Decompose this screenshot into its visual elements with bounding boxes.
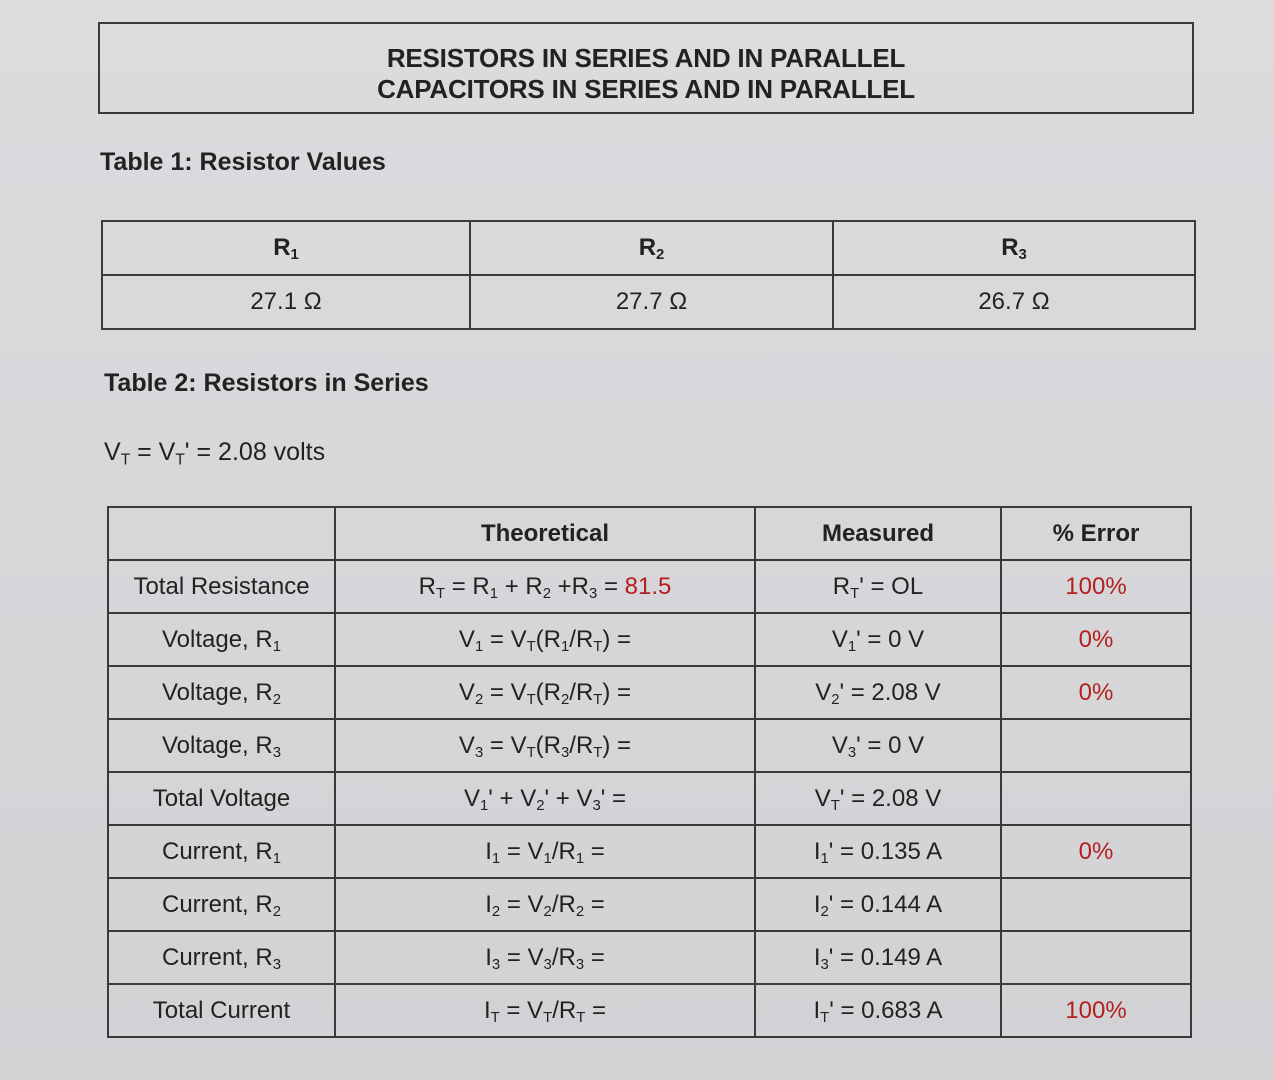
measured-cell: $I_1' = 0.135$ A [755, 825, 1001, 878]
row-label: Voltage, $R_3$ [108, 719, 335, 772]
measured-cell: $V_2' = 2.08$ V [755, 666, 1001, 719]
measured-cell: $V_T' = 2.08$ V [755, 772, 1001, 825]
table-row [108, 984, 1191, 1037]
measured-cell: $R_T'$ = OL [755, 560, 1001, 613]
header-r1: $R_1$ [102, 221, 470, 275]
table2-header-row [108, 507, 1191, 560]
error-cell: 0% [1001, 613, 1191, 666]
theoretical-cell: $V_1 = V_T(R_1/R_T)$ = [335, 613, 755, 666]
row-label: Current, $R_3$ [108, 931, 335, 984]
table1-caption: Table 1: Resistor Values [100, 148, 386, 176]
error-cell [1001, 878, 1191, 931]
title-line-2: CAPACITORS IN SERIES AND IN PARALLEL [377, 74, 915, 104]
theoretical-cell: $I_3 = V_3/R_3$ = [335, 931, 755, 984]
table-row [108, 825, 1191, 878]
header-r2: $R_2$ [470, 221, 833, 275]
theoretical-cell: $R_T = R_1 + R_2 +R_3 = 81.5$ [335, 560, 755, 613]
table-row [108, 878, 1191, 931]
table-row [108, 560, 1191, 613]
theoretical-cell: $I_T = V_T/R_T$ = [335, 984, 755, 1037]
table2-body [108, 560, 1191, 1037]
header-blank [108, 507, 335, 560]
resistor-values-table [101, 220, 1196, 330]
table-row [108, 772, 1191, 825]
row-label: Voltage, $R_2$ [108, 666, 335, 719]
row-label: Voltage, $R_1$ [108, 613, 335, 666]
header-r3: $R_3$ [833, 221, 1195, 275]
resistors-in-series-table [107, 506, 1192, 1038]
error-cell [1001, 772, 1191, 825]
table-row [108, 931, 1191, 984]
table1-header-row [102, 221, 1195, 275]
theoretical-cell: $V_3 = V_T(R_3/R_T)$ = [335, 719, 755, 772]
value-r3: 26.7 Ω [833, 275, 1195, 329]
title-line-1: RESISTORS IN SERIES AND IN PARALLEL [386, 43, 906, 73]
measured-cell: $I_2' = 0.144$ A [755, 878, 1001, 931]
error-cell [1001, 931, 1191, 984]
theoretical-value: 81.5 [624, 572, 672, 600]
theoretical-cell: $V_1' + V_2' + V_3'$ = [335, 772, 755, 825]
measured-cell: $V_1' = 0$ V [755, 613, 1001, 666]
row-label: Total Current [108, 984, 335, 1037]
header-error: % Error [1001, 507, 1191, 560]
error-cell: 0% [1001, 666, 1191, 719]
table-row [108, 613, 1191, 666]
error-cell [1001, 719, 1191, 772]
table2-caption: Table 2: Resistors in Series [104, 369, 429, 397]
row-label: Current, $R_2$ [108, 878, 335, 931]
table-row [108, 719, 1191, 772]
measured-cell: $I_T' = 0.683$ A [755, 984, 1001, 1037]
value-r1: 27.1 Ω [102, 275, 470, 329]
measured-cell: $V_3' = 0$ V [755, 719, 1001, 772]
error-cell: 100% [1001, 984, 1191, 1037]
header-theoretical: Theoretical [335, 507, 755, 560]
measured-cell: $I_3' = 0.149$ A [755, 931, 1001, 984]
table-row [108, 666, 1191, 719]
row-label: Total Resistance [108, 560, 335, 613]
theoretical-cell: $V_2 = V_T(R_2/R_T)$ = [335, 666, 755, 719]
header-measured: Measured [755, 507, 1001, 560]
row-label: Total Voltage [108, 772, 335, 825]
error-cell: 100% [1001, 560, 1191, 613]
theoretical-cell: $I_1 = V_1/R_1$ = [335, 825, 755, 878]
error-cell: 0% [1001, 825, 1191, 878]
row-label: Current, $R_1$ [108, 825, 335, 878]
value-r2: 27.7 Ω [470, 275, 833, 329]
voltage-equation: $V_T = V_T' = 2.08$ volts [104, 438, 326, 469]
table1-value-row [102, 275, 1195, 329]
theoretical-cell: $I_2 = V_2/R_2$ = [335, 878, 755, 931]
title-box [98, 22, 1194, 114]
